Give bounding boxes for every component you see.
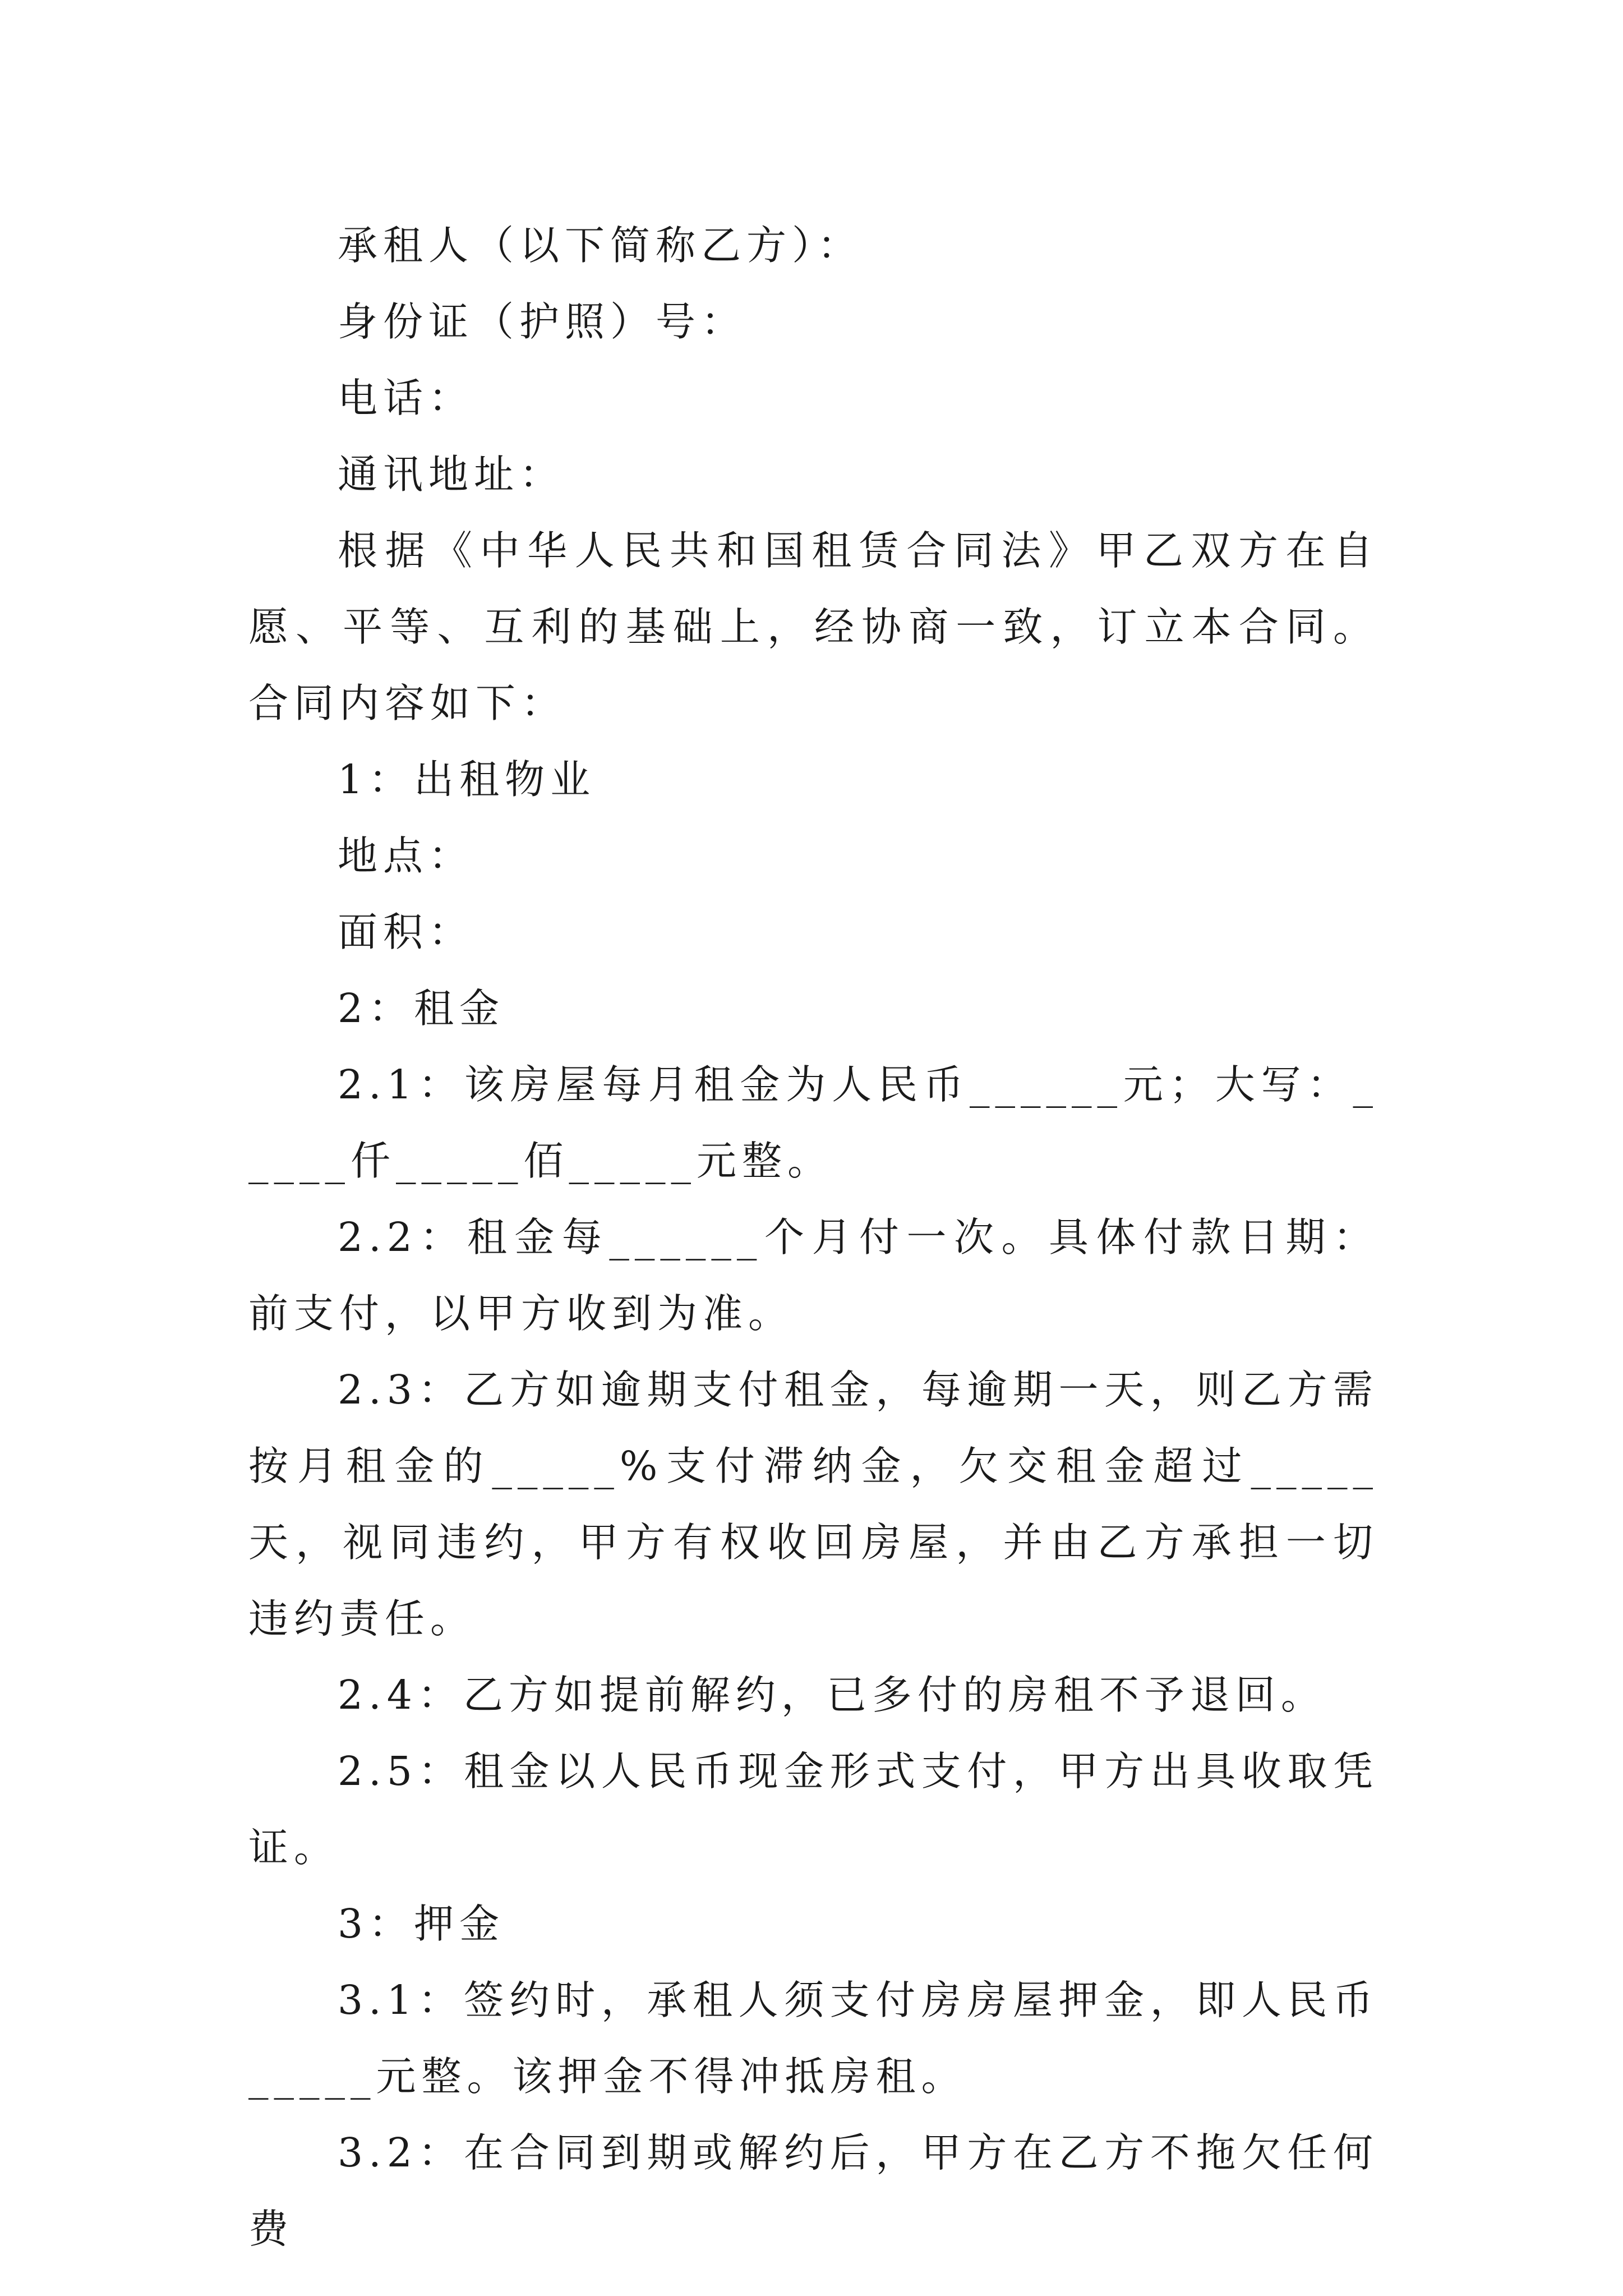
section-2-heading: 2：租金 xyxy=(338,985,505,1032)
clause-2-2: 2.2：租金每______个月付一次。具体付款日期：前支付，以甲方收到为准。 xyxy=(248,1214,1378,1337)
section-1-heading: 1：出租物业 xyxy=(338,756,596,803)
id-number-label: 身份证（护照）号： xyxy=(338,298,747,345)
contract-preamble: 根据《中华人民共和国租赁合同法》甲乙双方在自愿、平等、互利的基础上，经协商一致，订立本合同。合同内容如下： xyxy=(248,527,1378,726)
lessee-label: 承租人（以下简称乙方）： xyxy=(338,222,863,269)
section-3-heading: 3：押金 xyxy=(338,1901,505,1947)
clause-2-1: 2.1：该房屋每月租金为人民币______元；大写：_____仟_____佰_____元整。 xyxy=(248,1061,1378,1184)
address-label: 通讯地址： xyxy=(338,451,565,498)
clause-3-2: 3.2：在合同到期或解约后，甲方在乙方不拖欠任何费 xyxy=(248,2129,1378,2252)
phone-label: 电话： xyxy=(338,375,474,421)
area-label: 面积： xyxy=(338,909,474,955)
clause-2-5: 2.5：租金以人民币现金形式支付，甲方出具收取凭证。 xyxy=(248,1748,1378,1871)
clause-2-4: 2.4：乙方如提前解约，已多付的房租不予退回。 xyxy=(338,1672,1326,1718)
clause-2-3: 2.3：乙方如逾期支付租金，每逾期一天，则乙方需按月租金的_____%支付滞纳金，欠交租金超过_____天，视同违约，甲方有权收回房屋，并由乙方承担一切违约责任。 xyxy=(248,1366,1378,1642)
contract-body xyxy=(248,208,1378,2267)
location-label: 地点： xyxy=(338,832,474,879)
clause-3-1: 3.1：签约时，承租人须支付房房屋押金，即人民币_____元整。该押金不得冲抵房租。 xyxy=(248,1977,1378,2100)
